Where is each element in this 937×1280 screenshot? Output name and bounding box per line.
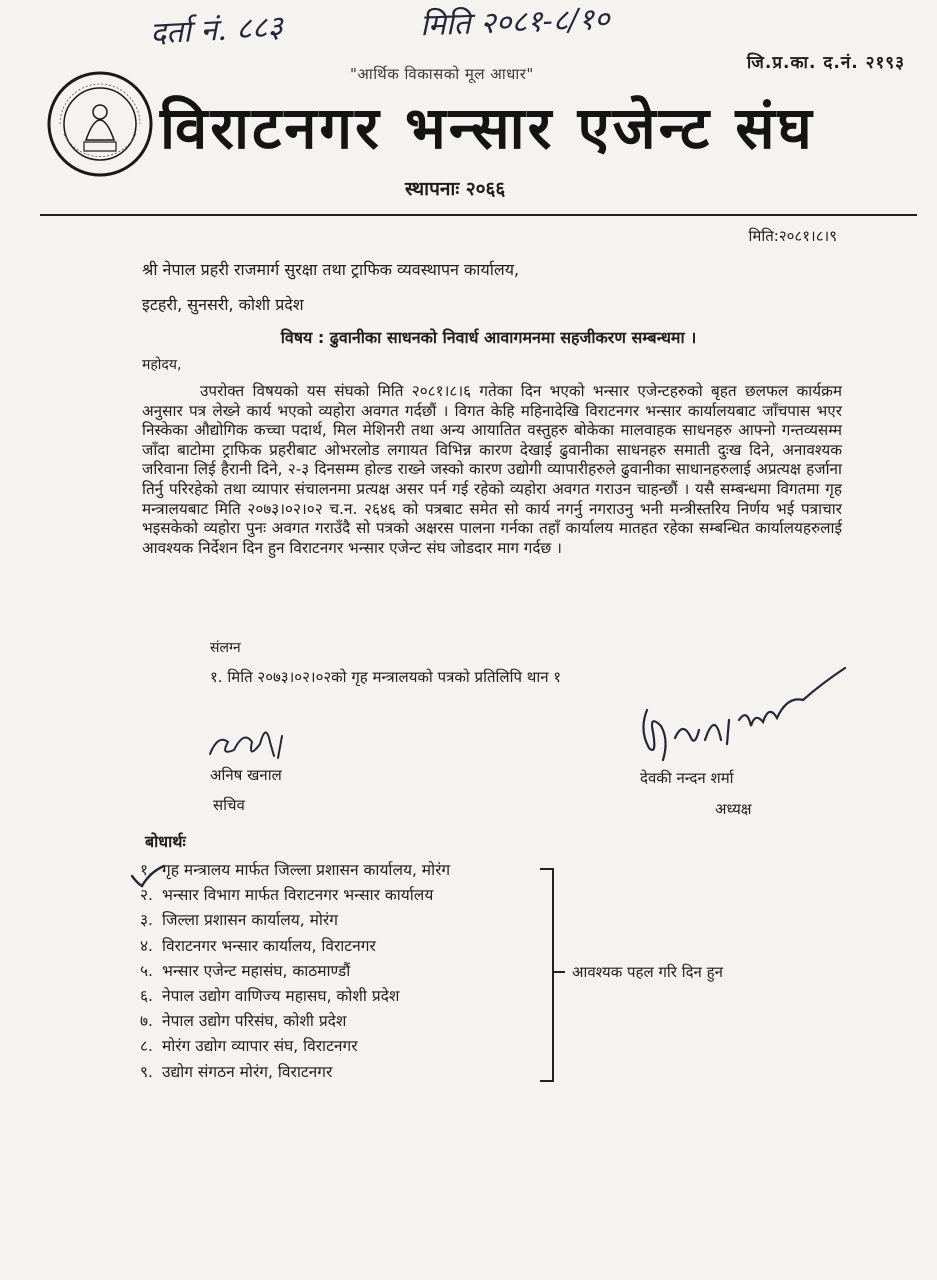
list-item (140, 858, 450, 883)
list-item-text: उद्योग संगठन मोरंग, विराटनगर (162, 1062, 333, 1081)
list-item-text: नेपाल उद्योग वाणिज्य महासघ, कोशी प्रदेश (162, 986, 400, 1005)
list-item-number: २. (140, 886, 153, 905)
president-signature (635, 660, 855, 770)
organization-name: विराटनगर भन्सार एजेन्ट संघ (160, 94, 815, 162)
cc-bracket-tick (553, 971, 565, 973)
enclosure-item: १. मिति २०७३।०२।०२को गृह मन्त्रालयको पत्रको प्रतिलिपि थान १ (210, 668, 562, 686)
list-item-number: ५. (140, 961, 153, 980)
list-item-text: जिल्ला प्रशासन कार्यालय, मोरंग (162, 911, 338, 930)
list-item-number: ९. (140, 1062, 153, 1081)
list-item-number: १. (140, 861, 153, 879)
motto: "आर्थिक विकासको मूल आधार" (350, 65, 534, 83)
addressee-office: श्री नेपाल प्रहरी राजमार्ग सुरक्षा तथा ट्राफिक व्यवस्थापन कार्यालय, (142, 260, 520, 279)
letter-subject: विषय : ढुवानीका साधनको निवार्ध आवागमनमा सहजीकरण सम्बन्धमा । (280, 328, 697, 347)
established-year: स्थापनाः २०६६ (405, 178, 506, 200)
list-item-number: ४. (140, 936, 153, 955)
letter-body: उपरोक्त विषयको यस संघको मिति २०८१।८।६ गतेका दिन भएको भन्सार एजेन्टहरुको बृहत छलफल कार्यक्रम अनुसार पत्र लेख्ने कार्य भएको व्यहोरा अवगत गर्दछौं । विगत केहि महिनादेखि विराटनगर भन्सार कार्यालयबाट जाँचपास भएर निस्केका औद्योगिक कच्चा पदार्थ, मिल मेशिनरी तथा अन्य आयातित वस्तुहरु बोकेका मालवाहक साधनहरु आफ्नो गन्तव्यसम्म जाँदा बाटोमा ट्राफिक प्रहरीबाट ओभरलोड लगायत विभिन्न कारण देखाई ढुवानीका साधनहरु समाती दुःख दिने, अनावश्यक जरिवाना लिई हैरानी दिने, २-३ दिनसम्म होल्ड राख्ने जस्को कारण उद्योगी व्यापारीहरुले ढुवानीका साधानहरुलाई अप्रत्यक्ष हर्जाना तिर्नु परिरहेको तथा व्यापार संचालनमा प्रत्यक्ष असर पर्न गई रहेको व्यहोरा अवगत गराउन चाहन्छौं । यसै सम्बन्धमा विगतमा गृह मन्त्रालयबाट मिति २०७३।०२।०२ च.न. २६४६ को पत्रबाट समेत सो कार्य नगर्नु नगराउनु भनी मन्त्रीस्तरिय निर्णय भई पत्राचार भइसकेको व्यहोरा पुनः अवगत गराउँदै सो पत्रको अक्षरस पालना गर्नका तहाँ कार्यालय मातहत रहेका सम्बन्धित कार्यालयहरुलाई आवश्यक निर्देशन दिन हुन विराटनगर भन्सार एजेन्ट संघ जोडदार माग गर्दछ । (142, 382, 842, 557)
list-item (140, 934, 450, 959)
list-item (140, 908, 450, 933)
registration-number: जि.प्र.का. द.नं. २१९३ (746, 53, 905, 73)
cc-action-note: आवश्यक पहल गरि दिन हुन (572, 963, 723, 981)
list-item (140, 1009, 450, 1034)
cc-list (140, 858, 450, 1085)
header-divider (40, 214, 917, 216)
list-item (140, 984, 450, 1009)
list-item-number: ६. (140, 986, 153, 1005)
secretary-signature (200, 712, 310, 772)
list-item (140, 959, 450, 984)
handwritten-registration-number: दर्ता नं. ८८३ (149, 9, 284, 52)
list-item-text: मोरंग उद्योग व्यापार संघ, विराटनगर (162, 1037, 358, 1056)
list-item (140, 883, 450, 908)
list-item-number: ८. (140, 1037, 153, 1056)
list-item-text: गृह मन्त्रालय मार्फत जिल्ला प्रशासन कार्यालय, मोरंग (162, 861, 451, 879)
secretary-title: सचिव (213, 796, 245, 814)
list-item (140, 1034, 450, 1059)
list-item-text: भन्सार एजेन्ट महासंघ, काठमाण्डौं (162, 961, 351, 980)
list-item-text: नेपाल उद्योग परिसंघ, कोशी प्रदेश (162, 1012, 347, 1031)
salutation: महोदय, (142, 357, 182, 373)
handwritten-received-date: मिति २०८१-८/१० (419, 1, 611, 44)
organization-seal-logo (46, 70, 154, 178)
secretary-name: अनिष खनाल (210, 766, 282, 784)
list-item-text: विराटनगर भन्सार कार्यालय, विराटनगर (162, 936, 376, 955)
president-title: अध्यक्ष (715, 800, 752, 818)
president-name: देवकी नन्दन शर्मा (640, 769, 734, 787)
addressee-location: इटहरी, सुनसरी, कोशी प्रदेश (142, 295, 304, 314)
tick-mark-icon (128, 862, 168, 892)
cc-bracket (540, 868, 554, 1082)
cc-label: बोधार्थः (145, 832, 186, 851)
list-item-text: भन्सार विभाग मार्फत विराटनगर भन्सार कार्यालय (162, 886, 434, 905)
list-item-number: ७. (140, 1012, 153, 1031)
list-item-number: ३. (140, 911, 153, 930)
list-item (140, 1060, 450, 1085)
letter-date: मिति:२०८१।८।९ (748, 227, 837, 245)
enclosure-label: संलग्न (210, 640, 241, 656)
